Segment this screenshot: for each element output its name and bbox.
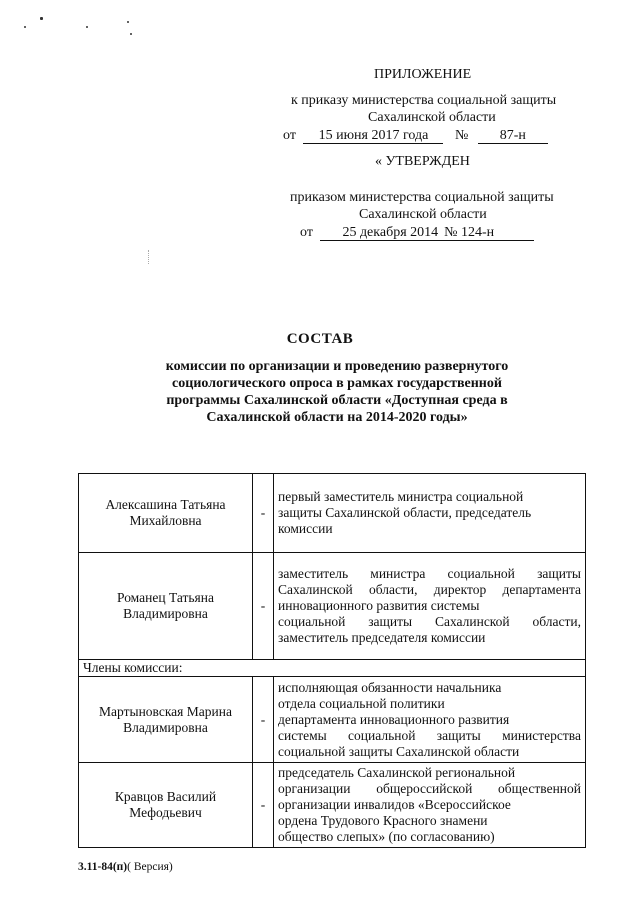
approval-line1: приказом министерства социальной защиты — [290, 190, 554, 205]
document-footer — [78, 861, 173, 873]
table-row — [79, 474, 586, 553]
member-role — [274, 553, 586, 660]
order-date-prefix: от — [283, 128, 296, 143]
approval-number: № 124-н — [444, 225, 534, 241]
table-row — [79, 763, 586, 848]
role-line: председатель Сахалинской региональной — [278, 765, 516, 780]
name-line: Владимировна — [123, 606, 208, 621]
order-number-sign: № — [454, 128, 469, 143]
name-line: Владимировна — [123, 719, 208, 735]
role-line: исполняющая обязанности начальника — [278, 679, 502, 695]
order-date-value: 15 июня 2017 года — [303, 128, 443, 144]
approval-date-line — [300, 224, 534, 241]
member-name — [79, 763, 253, 848]
role-line: защиты Сахалинской области, председатель — [278, 505, 532, 520]
composition-table — [78, 473, 586, 848]
role-line: организации общероссийской общественной — [278, 781, 581, 796]
scan-mark — [148, 250, 149, 264]
document-title: СОСТАВ — [286, 331, 354, 347]
appendix-label: ПРИЛОЖЕНИЕ — [374, 67, 472, 82]
role-line: организации инвалидов «Всероссийское — [278, 797, 511, 812]
order-date-line — [283, 127, 548, 144]
role-line: комиссии — [278, 521, 333, 536]
member-role — [274, 763, 586, 848]
order-reference-line1: к приказу министерства социальной защиты — [291, 93, 557, 108]
approved-label: « УТВЕРЖДЕН — [375, 154, 470, 169]
document-version: ( Версия) — [127, 861, 173, 873]
dash-separator: - — [253, 553, 274, 660]
approval-line2: Сахалинской области — [359, 207, 487, 222]
member-role — [274, 677, 586, 763]
table-row — [79, 677, 586, 763]
role-line: департамента инновационного развития — [278, 711, 510, 727]
role-line: системы социальной защиты министерства — [278, 727, 581, 743]
role-line: инновационного развития системы — [278, 598, 480, 613]
role-line: социальной защиты Сахалинской области, — [278, 614, 581, 629]
role-line: ордена Трудового Красного знамени — [278, 813, 488, 828]
role-line: Сахалинской области, директор департамента — [278, 582, 581, 597]
document-subtitle — [140, 358, 534, 426]
document-code: 3.11-84(п) — [78, 861, 128, 873]
subtitle-line: социологического опроса в рамках государственной — [172, 376, 502, 391]
name-line: Алексашина Татьяна — [105, 497, 226, 512]
role-line: заместитель председателя комиссии — [278, 630, 486, 645]
member-role — [274, 474, 586, 553]
members-heading-row — [79, 660, 586, 677]
member-name — [79, 553, 253, 660]
order-number-value: 87-н — [478, 128, 548, 144]
name-line: Романец Татьяна — [117, 590, 214, 605]
approval-date-value: 25 декабря 2014 — [320, 225, 444, 241]
role-line: первый заместитель министра социальной — [278, 489, 524, 504]
name-line: Мартыновская Марина — [99, 703, 232, 719]
order-reference-line2: Сахалинской области — [368, 110, 496, 125]
role-line: заместитель министра социальной защиты — [278, 566, 581, 581]
dash-separator: - — [253, 763, 274, 848]
role-line: социальной защиты Сахалинской области — [278, 743, 520, 759]
subtitle-line: программы Сахалинской области «Доступная среда в — [166, 393, 508, 408]
role-line: общество слепых» (по согласованию) — [278, 829, 495, 844]
member-name — [79, 677, 253, 763]
members-heading: Члены комиссии: — [79, 660, 586, 677]
subtitle-line: Сахалинской области на 2014-2020 годы» — [206, 410, 468, 425]
approval-date-prefix: от — [300, 225, 313, 240]
table-row — [79, 553, 586, 660]
name-line: Кравцов Василий — [114, 789, 217, 804]
member-name — [79, 474, 253, 553]
name-line: Мефодьевич — [129, 805, 202, 820]
role-line: отдела социальной политики — [278, 695, 445, 711]
name-line: Михайловна — [129, 513, 202, 528]
dash-separator: - — [253, 677, 274, 763]
subtitle-line: комиссии по организации и проведению развернутого — [165, 359, 509, 374]
dash-separator: - — [253, 474, 274, 553]
